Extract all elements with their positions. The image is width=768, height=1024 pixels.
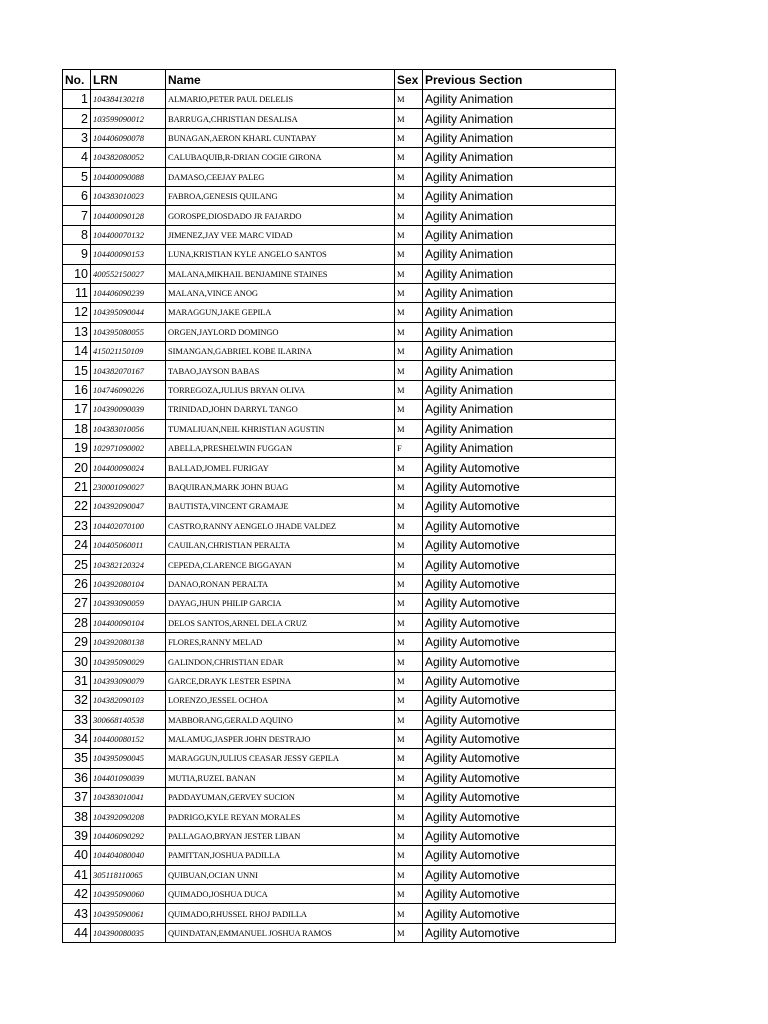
table-row <box>63 497 616 516</box>
sex-cell: M <box>395 206 423 225</box>
lrn-cell: 104390080035 <box>91 923 166 942</box>
table-row <box>63 729 616 748</box>
row-number-cell: 40 <box>63 846 91 865</box>
table-row <box>63 477 616 496</box>
lrn-cell: 104383010041 <box>91 788 166 807</box>
lrn-cell: 104400090128 <box>91 206 166 225</box>
header-name: Name <box>166 70 395 90</box>
previous-section-cell: Agility Animation <box>423 186 616 205</box>
lrn-cell: 104395090045 <box>91 749 166 768</box>
student-name-cell: PALLAGAO,BRYAN JESTER LIBAN <box>166 826 395 845</box>
student-name-cell: BAQUIRAN,MARK JOHN BUAG <box>166 477 395 496</box>
sex-cell: M <box>395 361 423 380</box>
row-number-cell: 28 <box>63 613 91 632</box>
lrn-cell: 104401090039 <box>91 768 166 787</box>
row-number-cell: 39 <box>63 826 91 845</box>
table-row <box>63 90 616 109</box>
previous-section-cell: Agility Animation <box>423 303 616 322</box>
student-name-cell: DAMASO,CEEJAY PALEG <box>166 167 395 186</box>
sex-cell: M <box>395 632 423 651</box>
lrn-cell: 103599090012 <box>91 109 166 128</box>
row-number-cell: 17 <box>63 400 91 419</box>
lrn-cell: 104402070100 <box>91 516 166 535</box>
student-name-cell: ORGEN,JAYLORD DOMINGO <box>166 322 395 341</box>
sex-cell: M <box>395 904 423 923</box>
lrn-cell: 104400080152 <box>91 729 166 748</box>
previous-section-cell: Agility Automotive <box>423 652 616 671</box>
table-row <box>63 807 616 826</box>
previous-section-cell: Agility Automotive <box>423 807 616 826</box>
sex-cell: M <box>395 283 423 302</box>
row-number-cell: 8 <box>63 225 91 244</box>
lrn-cell: 104392090208 <box>91 807 166 826</box>
lrn-cell: 104392080138 <box>91 632 166 651</box>
sex-cell: M <box>395 788 423 807</box>
student-name-cell: TRINIDAD,JOHN DARRYL TANGO <box>166 400 395 419</box>
row-number-cell: 4 <box>63 148 91 167</box>
previous-section-cell: Agility Animation <box>423 90 616 109</box>
table-row <box>63 400 616 419</box>
row-number-cell: 21 <box>63 477 91 496</box>
table-row <box>63 283 616 302</box>
row-number-cell: 1 <box>63 90 91 109</box>
sex-cell: M <box>395 148 423 167</box>
lrn-cell: 104405060011 <box>91 535 166 554</box>
sex-cell: M <box>395 826 423 845</box>
student-name-cell: MARAGGUN,JULIUS CEASAR JESSY GEPILA <box>166 749 395 768</box>
sex-cell: M <box>395 303 423 322</box>
student-name-cell: LUNA,KRISTIAN KYLE ANGELO SANTOS <box>166 245 395 264</box>
sex-cell: M <box>395 458 423 477</box>
student-name-cell: PADRIGO,KYLE REYAN MORALES <box>166 807 395 826</box>
sex-cell: M <box>395 497 423 516</box>
student-table <box>62 69 616 943</box>
header-previous-section: Previous Section <box>423 70 616 90</box>
student-name-cell: GOROSPE,DIOSDADO JR FAJARDO <box>166 206 395 225</box>
row-number-cell: 34 <box>63 729 91 748</box>
row-number-cell: 2 <box>63 109 91 128</box>
row-number-cell: 10 <box>63 264 91 283</box>
previous-section-cell: Agility Automotive <box>423 904 616 923</box>
student-name-cell: DELOS SANTOS,ARNEL DELA CRUZ <box>166 613 395 632</box>
previous-section-cell: Agility Animation <box>423 264 616 283</box>
table-row <box>63 361 616 380</box>
previous-section-cell: Agility Animation <box>423 245 616 264</box>
table-row <box>63 225 616 244</box>
sex-cell: M <box>395 419 423 438</box>
student-name-cell: QUIMADO,JOSHUA DUCA <box>166 885 395 904</box>
row-number-cell: 7 <box>63 206 91 225</box>
student-name-cell: DANAO,RONAN PERALTA <box>166 574 395 593</box>
student-name-cell: LORENZO,JESSEL OCHOA <box>166 691 395 710</box>
lrn-cell: 400552150027 <box>91 264 166 283</box>
previous-section-cell: Agility Automotive <box>423 826 616 845</box>
previous-section-cell: Agility Automotive <box>423 865 616 884</box>
row-number-cell: 13 <box>63 322 91 341</box>
table-row <box>63 671 616 690</box>
table-header-row <box>63 70 616 90</box>
row-number-cell: 15 <box>63 361 91 380</box>
previous-section-cell: Agility Automotive <box>423 749 616 768</box>
sex-cell: M <box>395 574 423 593</box>
sex-cell: M <box>395 90 423 109</box>
lrn-cell: 230001090027 <box>91 477 166 496</box>
table-row <box>63 516 616 535</box>
previous-section-cell: Agility Automotive <box>423 923 616 942</box>
lrn-cell: 104384130218 <box>91 90 166 109</box>
table-row <box>63 768 616 787</box>
lrn-cell: 305118110065 <box>91 865 166 884</box>
student-name-cell: MALAMUG,JASPER JOHN DESTRAJO <box>166 729 395 748</box>
previous-section-cell: Agility Animation <box>423 361 616 380</box>
sex-cell: M <box>395 923 423 942</box>
lrn-cell: 104395090044 <box>91 303 166 322</box>
table-row <box>63 186 616 205</box>
lrn-cell: 104382080052 <box>91 148 166 167</box>
lrn-cell: 104382120324 <box>91 555 166 574</box>
table-row <box>63 632 616 651</box>
table-row <box>63 885 616 904</box>
student-name-cell: GALINDON,CHRISTIAN EDAR <box>166 652 395 671</box>
row-number-cell: 25 <box>63 555 91 574</box>
student-name-cell: GARCE,DRAYK LESTER ESPINA <box>166 671 395 690</box>
sex-cell: M <box>395 846 423 865</box>
student-name-cell: BAUTISTA,VINCENT GRAMAJE <box>166 497 395 516</box>
student-name-cell: DAYAG,JHUN PHILIP GARCIA <box>166 594 395 613</box>
lrn-cell: 104406090292 <box>91 826 166 845</box>
sex-cell: M <box>395 167 423 186</box>
sex-cell: M <box>395 865 423 884</box>
lrn-cell: 104406090078 <box>91 128 166 147</box>
row-number-cell: 36 <box>63 768 91 787</box>
lrn-cell: 104746090226 <box>91 380 166 399</box>
row-number-cell: 43 <box>63 904 91 923</box>
table-row <box>63 322 616 341</box>
table-row <box>63 846 616 865</box>
table-row <box>63 128 616 147</box>
student-name-cell: TUMALIUAN,NEIL KHRISTIAN AGUSTIN <box>166 419 395 438</box>
sex-cell: M <box>395 594 423 613</box>
previous-section-cell: Agility Animation <box>423 283 616 302</box>
previous-section-cell: Agility Automotive <box>423 885 616 904</box>
previous-section-cell: Agility Animation <box>423 419 616 438</box>
table-row <box>63 652 616 671</box>
lrn-cell: 104383010023 <box>91 186 166 205</box>
table-row <box>63 613 616 632</box>
previous-section-cell: Agility Automotive <box>423 788 616 807</box>
table-row <box>63 303 616 322</box>
student-name-cell: MABBORANG,GERALD AQUINO <box>166 710 395 729</box>
table-row <box>63 555 616 574</box>
table-row <box>63 458 616 477</box>
previous-section-cell: Agility Automotive <box>423 535 616 554</box>
row-number-cell: 29 <box>63 632 91 651</box>
row-number-cell: 37 <box>63 788 91 807</box>
sex-cell: M <box>395 245 423 264</box>
row-number-cell: 5 <box>63 167 91 186</box>
student-list-sheet <box>62 69 616 943</box>
previous-section-cell: Agility Automotive <box>423 768 616 787</box>
table-row <box>63 594 616 613</box>
student-name-cell: ALMARIO,PETER PAUL DELELIS <box>166 90 395 109</box>
lrn-cell: 104393090059 <box>91 594 166 613</box>
previous-section-cell: Agility Automotive <box>423 710 616 729</box>
sex-cell: M <box>395 380 423 399</box>
sex-cell: M <box>395 516 423 535</box>
previous-section-cell: Agility Animation <box>423 109 616 128</box>
lrn-cell: 104383010056 <box>91 419 166 438</box>
lrn-cell: 104400090088 <box>91 167 166 186</box>
table-row <box>63 574 616 593</box>
row-number-cell: 42 <box>63 885 91 904</box>
student-name-cell: BARRUGA,CHRISTIAN DESALISA <box>166 109 395 128</box>
row-number-cell: 41 <box>63 865 91 884</box>
table-row <box>63 245 616 264</box>
student-name-cell: MALANA,VINCE ANOG <box>166 283 395 302</box>
sex-cell: M <box>395 109 423 128</box>
sex-cell: M <box>395 186 423 205</box>
header-sex: Sex <box>395 70 423 90</box>
table-row <box>63 167 616 186</box>
sex-cell: M <box>395 535 423 554</box>
row-number-cell: 22 <box>63 497 91 516</box>
student-name-cell: QUIMADO,RHUSSEL RHOJ PADILLA <box>166 904 395 923</box>
previous-section-cell: Agility Automotive <box>423 497 616 516</box>
student-name-cell: CEPEDA,CLARENCE BIGGAYAN <box>166 555 395 574</box>
previous-section-cell: Agility Animation <box>423 439 616 458</box>
lrn-cell: 104395080055 <box>91 322 166 341</box>
sex-cell: M <box>395 555 423 574</box>
row-number-cell: 18 <box>63 419 91 438</box>
sex-cell: M <box>395 749 423 768</box>
table-row <box>63 710 616 729</box>
row-number-cell: 26 <box>63 574 91 593</box>
lrn-cell: 102971090002 <box>91 439 166 458</box>
row-number-cell: 23 <box>63 516 91 535</box>
lrn-cell: 104406090239 <box>91 283 166 302</box>
lrn-cell: 104400090024 <box>91 458 166 477</box>
sex-cell: M <box>395 652 423 671</box>
sex-cell: M <box>395 885 423 904</box>
row-number-cell: 44 <box>63 923 91 942</box>
previous-section-cell: Agility Automotive <box>423 729 616 748</box>
lrn-cell: 104390090039 <box>91 400 166 419</box>
previous-section-cell: Agility Animation <box>423 148 616 167</box>
lrn-cell: 104400070132 <box>91 225 166 244</box>
lrn-cell: 104382090103 <box>91 691 166 710</box>
lrn-cell: 104400090153 <box>91 245 166 264</box>
row-number-cell: 16 <box>63 380 91 399</box>
lrn-cell: 104404080040 <box>91 846 166 865</box>
previous-section-cell: Agility Automotive <box>423 671 616 690</box>
sex-cell: M <box>395 729 423 748</box>
student-name-cell: ABELLA,PRESHELWIN FUGGAN <box>166 439 395 458</box>
row-number-cell: 24 <box>63 535 91 554</box>
sex-cell: M <box>395 264 423 283</box>
sex-cell: M <box>395 400 423 419</box>
sex-cell: M <box>395 807 423 826</box>
previous-section-cell: Agility Automotive <box>423 613 616 632</box>
sex-cell: M <box>395 477 423 496</box>
table-row <box>63 342 616 361</box>
previous-section-cell: Agility Automotive <box>423 477 616 496</box>
table-row <box>63 380 616 399</box>
student-name-cell: MALANA,MIKHAIL BENJAMINE STAINES <box>166 264 395 283</box>
student-name-cell: CAUILAN,CHRISTIAN PERALTA <box>166 535 395 554</box>
sex-cell: M <box>395 128 423 147</box>
student-name-cell: QUIBUAN,OCIAN UNNI <box>166 865 395 884</box>
student-name-cell: FABROA,GENESIS QUILANG <box>166 186 395 205</box>
header-lrn: LRN <box>91 70 166 90</box>
lrn-cell: 104392080104 <box>91 574 166 593</box>
lrn-cell: 104400090104 <box>91 613 166 632</box>
row-number-cell: 14 <box>63 342 91 361</box>
row-number-cell: 33 <box>63 710 91 729</box>
row-number-cell: 11 <box>63 283 91 302</box>
table-row <box>63 206 616 225</box>
lrn-cell: 104395090060 <box>91 885 166 904</box>
sex-cell: M <box>395 671 423 690</box>
previous-section-cell: Agility Automotive <box>423 632 616 651</box>
previous-section-cell: Agility Automotive <box>423 516 616 535</box>
table-row <box>63 826 616 845</box>
table-body <box>63 90 616 943</box>
row-number-cell: 19 <box>63 439 91 458</box>
row-number-cell: 35 <box>63 749 91 768</box>
table-row <box>63 749 616 768</box>
sex-cell: M <box>395 691 423 710</box>
table-row <box>63 865 616 884</box>
row-number-cell: 32 <box>63 691 91 710</box>
student-name-cell: SIMANGAN,GABRIEL KOBE ILARINA <box>166 342 395 361</box>
previous-section-cell: Agility Automotive <box>423 555 616 574</box>
table-row <box>63 788 616 807</box>
student-name-cell: CALUBAQUIB,R-DRIAN COGIE GIRONA <box>166 148 395 167</box>
sex-cell: M <box>395 710 423 729</box>
previous-section-cell: Agility Animation <box>423 225 616 244</box>
row-number-cell: 3 <box>63 128 91 147</box>
sex-cell: M <box>395 613 423 632</box>
student-name-cell: PAMITTAN,JOSHUA PADILLA <box>166 846 395 865</box>
previous-section-cell: Agility Animation <box>423 128 616 147</box>
lrn-cell: 415021150109 <box>91 342 166 361</box>
previous-section-cell: Agility Automotive <box>423 574 616 593</box>
table-row <box>63 923 616 942</box>
table-row <box>63 109 616 128</box>
row-number-cell: 31 <box>63 671 91 690</box>
student-name-cell: MUTIA,RUZEL BANAN <box>166 768 395 787</box>
sex-cell: M <box>395 342 423 361</box>
student-name-cell: JIMENEZ,JAY VEE MARC VIDAD <box>166 225 395 244</box>
previous-section-cell: Agility Animation <box>423 400 616 419</box>
previous-section-cell: Agility Automotive <box>423 594 616 613</box>
sex-cell: M <box>395 768 423 787</box>
row-number-cell: 12 <box>63 303 91 322</box>
table-row <box>63 904 616 923</box>
previous-section-cell: Agility Automotive <box>423 691 616 710</box>
student-name-cell: TORREGOZA,JULIUS BRYAN OLIVA <box>166 380 395 399</box>
row-number-cell: 9 <box>63 245 91 264</box>
previous-section-cell: Agility Animation <box>423 206 616 225</box>
previous-section-cell: Agility Automotive <box>423 846 616 865</box>
sex-cell: F <box>395 439 423 458</box>
row-number-cell: 6 <box>63 186 91 205</box>
previous-section-cell: Agility Automotive <box>423 458 616 477</box>
student-name-cell: BUNAGAN,AERON KHARL CUNTAPAY <box>166 128 395 147</box>
student-name-cell: PADDAYUMAN,GERVEY SUCION <box>166 788 395 807</box>
sex-cell: M <box>395 225 423 244</box>
row-number-cell: 27 <box>63 594 91 613</box>
row-number-cell: 38 <box>63 807 91 826</box>
student-name-cell: CASTRO,RANNY AENGELO JHADE VALDEZ <box>166 516 395 535</box>
previous-section-cell: Agility Animation <box>423 380 616 399</box>
table-row <box>63 535 616 554</box>
table-row <box>63 148 616 167</box>
student-name-cell: FLORES,RANNY MELAD <box>166 632 395 651</box>
lrn-cell: 104395090029 <box>91 652 166 671</box>
lrn-cell: 104382070167 <box>91 361 166 380</box>
row-number-cell: 30 <box>63 652 91 671</box>
table-row <box>63 419 616 438</box>
previous-section-cell: Agility Animation <box>423 167 616 186</box>
student-name-cell: MARAGGUN,JAKE GEPILA <box>166 303 395 322</box>
table-row <box>63 439 616 458</box>
previous-section-cell: Agility Animation <box>423 342 616 361</box>
sex-cell: M <box>395 322 423 341</box>
student-name-cell: BALLAD,JOMEL FURIGAY <box>166 458 395 477</box>
lrn-cell: 104393090079 <box>91 671 166 690</box>
table-row <box>63 264 616 283</box>
lrn-cell: 300668140538 <box>91 710 166 729</box>
header-no: No. <box>63 70 91 90</box>
student-name-cell: QUINDATAN,EMMANUEL JOSHUA RAMOS <box>166 923 395 942</box>
lrn-cell: 104395090061 <box>91 904 166 923</box>
previous-section-cell: Agility Animation <box>423 322 616 341</box>
student-name-cell: TABAO,JAYSON BABAS <box>166 361 395 380</box>
lrn-cell: 104392090047 <box>91 497 166 516</box>
table-row <box>63 691 616 710</box>
row-number-cell: 20 <box>63 458 91 477</box>
